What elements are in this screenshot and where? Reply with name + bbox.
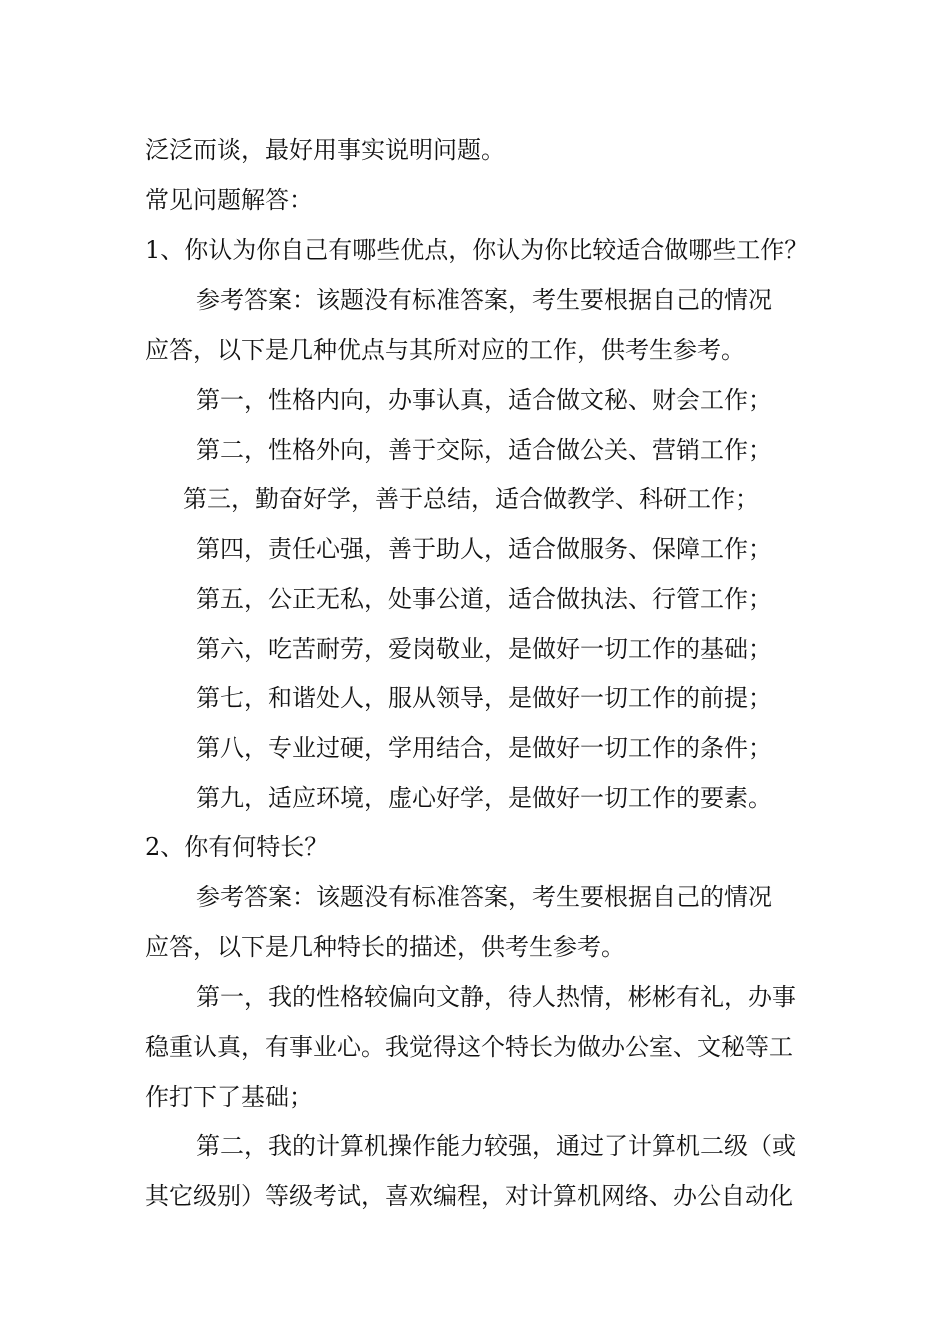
question-line: 1、你认为你自己有哪些优点，你认为你比较适合做哪些工作？ xyxy=(145,236,809,264)
list-item: 第一，性格内向，办事认真，适合做文秘、财会工作； xyxy=(196,386,772,414)
list-item: 第八，专业过硬，学用结合，是做好一切工作的条件； xyxy=(196,734,772,762)
list-item: 第五，公正无私，处事公道，适合做执法、行管工作； xyxy=(196,585,772,613)
answer-line: 应答，以下是几种特长的描述，供考生参考。 xyxy=(145,933,625,961)
list-item: 第六，吃苦耐劳，爱岗敬业，是做好一切工作的基础； xyxy=(196,635,772,663)
paragraph-line: 其它级别）等级考试，喜欢编程，对计算机网络、办公自动化 xyxy=(145,1182,793,1210)
answer-line: 参考答案：该题没有标准答案，考生要根据自己的情况 xyxy=(196,286,772,314)
list-item: 第七，和谐处人，服从领导，是做好一切工作的前提； xyxy=(196,684,772,712)
paragraph-line: 泛泛而谈，最好用事实说明问题。 xyxy=(145,136,505,164)
list-item: 第三，勤奋好学，善于总结，适合做教学、科研工作； xyxy=(183,485,759,513)
paragraph-line: 稳重认真，有事业心。我觉得这个特长为做办公室、文秘等工 xyxy=(145,1033,793,1061)
section-heading: 常见问题解答： xyxy=(145,186,313,214)
answer-line: 应答，以下是几种优点与其所对应的工作，供考生参考。 xyxy=(145,336,745,364)
paragraph-line: 作打下了基础； xyxy=(145,1083,313,1111)
list-item: 第九，适应环境，虚心好学，是做好一切工作的要素。 xyxy=(196,784,772,812)
question-line: 2、你有何特长？ xyxy=(145,833,329,861)
list-item: 第四，责任心强，善于助人，适合做服务、保障工作； xyxy=(196,535,772,563)
paragraph-line: 第二，我的计算机操作能力较强，通过了计算机二级（或 xyxy=(196,1132,796,1160)
list-item: 第二，性格外向，善于交际，适合做公关、营销工作； xyxy=(196,436,772,464)
paragraph-line: 第一，我的性格较偏向文静，待人热情，彬彬有礼，办事 xyxy=(196,983,796,1011)
answer-line: 参考答案：该题没有标准答案，考生要根据自己的情况 xyxy=(196,883,772,911)
